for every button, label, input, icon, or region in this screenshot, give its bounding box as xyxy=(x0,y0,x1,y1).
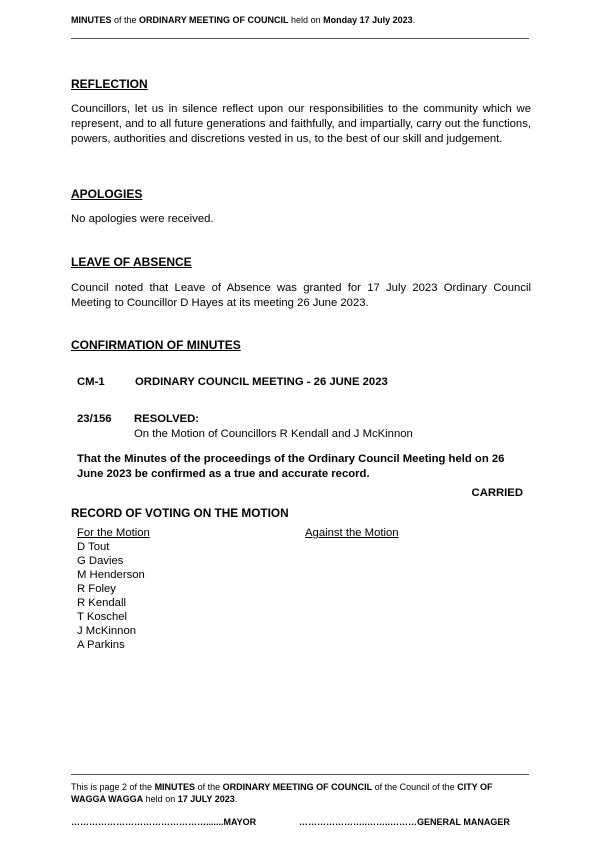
motion-movers: On the Motion of Councillors R Kendall and J McKinnon xyxy=(134,428,413,440)
footer-minutes: MINUTES xyxy=(154,782,196,792)
voter-name: M Henderson xyxy=(77,569,145,581)
header-held-on: held on xyxy=(288,15,324,25)
page-header xyxy=(71,14,529,26)
footer-prefix: This is page 2 of the xyxy=(71,782,155,792)
header-meeting: ORDINARY MEETING OF COUNCIL xyxy=(139,15,289,25)
item-number: CM-1 xyxy=(77,376,105,388)
voter-name: T Koschel xyxy=(77,611,128,623)
footer-meeting: ORDINARY MEETING OF COUNCIL xyxy=(222,782,373,792)
general-manager-signature-line: …………………..……..………GENERAL MANAGER xyxy=(299,817,510,827)
resolution-number: 23/156 xyxy=(77,413,112,425)
for-the-motion-label: For the Motion xyxy=(77,527,150,539)
footer-period: . xyxy=(234,794,238,804)
apologies-text: No apologies were received. xyxy=(71,213,214,225)
header-period: . xyxy=(412,15,416,25)
header-of-the: of the xyxy=(111,15,140,25)
footer-date: 17 JULY 2023 xyxy=(177,794,235,804)
for-voter-list xyxy=(77,540,145,652)
footer-of-council: of the Council of the xyxy=(372,782,458,792)
voter-name: R Foley xyxy=(77,583,116,595)
mayor-signature-line: ……………………………………….......MAYOR xyxy=(71,817,257,827)
footer-held-on: held on xyxy=(143,794,178,804)
resolution-text: That the Minutes of the proceedings of the Ordinary Council Meeting held on 26 June 2023 be confirmed as a true and accurate record. xyxy=(77,453,505,480)
reflection-heading: REFLECTION xyxy=(71,77,148,91)
resolved-label: RESOLVED: xyxy=(134,413,200,425)
voter-name: R Kendall xyxy=(77,597,126,609)
reflection-text: Councillors, let us in silence reflect upon our responsibilities to the community which we represent, and to all future generations and faithfully, and impartially, carry out the functions, powers, authorities and discretions vested in us, to the best of our skill and judgement. xyxy=(71,103,531,145)
voter-name: G Davies xyxy=(77,555,124,567)
footer-of-the: of the xyxy=(195,782,223,792)
leave-of-absence-text: Council noted that Leave of Absence was granted for 17 July 2023 Ordinary Council Meeting to Councillor D Hayes at its meeting 26 June 2023. xyxy=(71,282,531,309)
header-divider xyxy=(71,38,529,39)
against-the-motion-label: Against the Motion xyxy=(305,527,399,539)
leave-of-absence-heading: LEAVE OF ABSENCE xyxy=(71,255,192,269)
apologies-heading: APOLOGIES xyxy=(71,187,143,201)
footer-divider xyxy=(71,774,529,775)
voter-name: A Parkins xyxy=(77,639,125,651)
voter-name: J McKinnon xyxy=(77,625,137,637)
item-title: ORDINARY COUNCIL MEETING - 26 JUNE 2023 xyxy=(135,376,388,388)
confirmation-heading: CONFIRMATION OF MINUTES xyxy=(71,338,241,352)
carried-status: CARRIED xyxy=(471,487,523,499)
page-footer xyxy=(71,781,529,805)
header-minutes: MINUTES xyxy=(71,15,112,25)
footer-city: CITY OF WAGGA WAGGA xyxy=(71,782,493,804)
voting-heading: RECORD OF VOTING ON THE MOTION xyxy=(71,506,289,520)
voter-name: D Tout xyxy=(77,541,110,553)
header-date: Monday 17 July 2023 xyxy=(323,15,413,25)
